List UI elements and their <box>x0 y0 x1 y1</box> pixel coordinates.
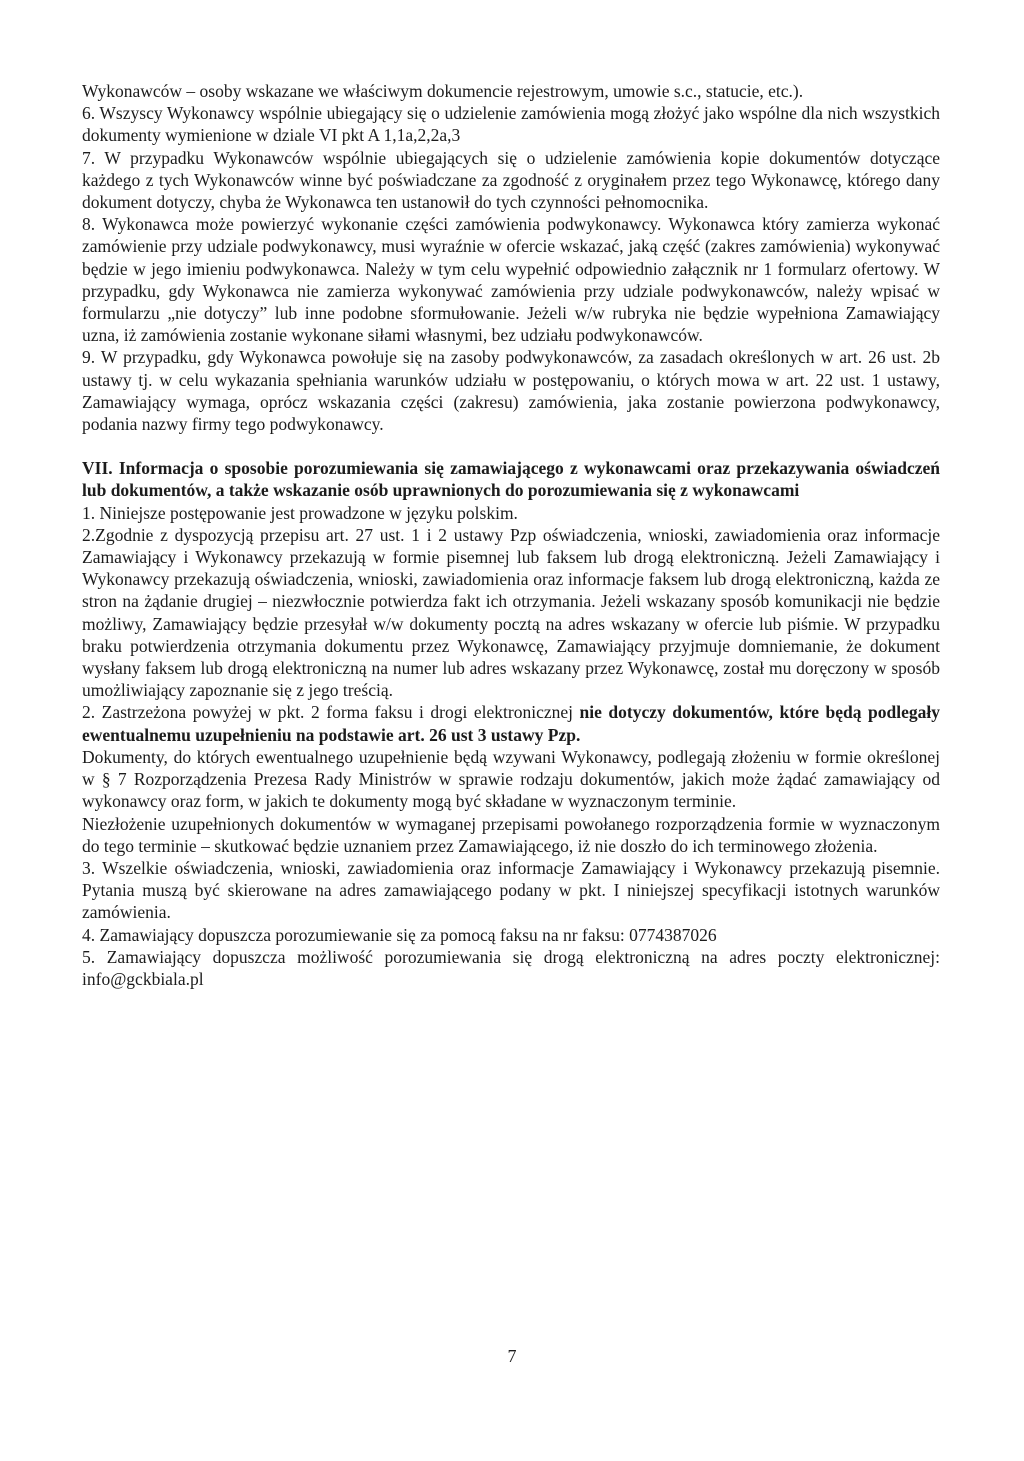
paragraph-8: 8. Wykonawca może powierzyć wykonanie części zamówienia podwykonawcy. Wykonawca który zamierza wykonać zamówienie przy udziale podwykonawcy, musi wyraźnie w ofercie wskazać, jaką część (zakres zamówienia) wykonywać będzie w jego imieniu podwykonawca. Należy w tym celu wypełnić odpowiednio załącznik nr 1 formularz ofertowy. W przypadku, gdy Wykonawca nie zamierza wykonywać zamówienia przy udziale podwykonawców, należy wpisać w formularzu „nie dotyczy” lub inne podobne sformułowanie. Jeżeli w/w rubryka nie będzie wypełniona Zamawiający uzna, iż zamówienia zostanie wykonane siłami własnymi, bez udziału podwykonawców. <box>82 214 940 346</box>
document-page <box>82 80 940 990</box>
paragraph-vii-2d: Niezłożenie uzupełnionych dokumentów w wymaganej przepisami powołanego rozporządzenia formie w wyznaczonym do tego terminie – skutkować będzie uznaniem przez Zamawiającego, iż nie doszło do ich terminowego złożenia. <box>82 813 940 856</box>
paragraph-vii-2b-bold: nie dotyczy dokumentów, które będą podlegały ewentualnemu uzupełnieniu na podstawie art. 26 ust 3 ustawy Pzp. <box>82 702 940 745</box>
paragraph-vii-1: 1. Niniejsze postępowanie jest prowadzone w języku polskim. <box>82 502 518 523</box>
paragraph-9: 9. W przypadku, gdy Wykonawca powołuje się na zasoby podwykonawców, za zasadach określonych w art. 26 ust. 2b ustawy tj. w celu wykazania spełniania warunków udziału w postępowaniu, o których mowa w art. 22 ust. 1 ustawy, Zamawiający wymaga, oprócz wskazania części (zakresu) zamówienia, jaka zostanie powierzona podwykonawcy, podania nazwy firmy tego podwykonawcy. <box>82 347 940 435</box>
paragraph-vii-3: 3. Wszelkie oświadczenia, wnioski, zawiadomienia oraz informacje Zamawiający i Wykonawcy przekazują pisemnie. Pytania muszą być skierowane na adres zamawiającego podany w pkt. I niniejszej specyfikacji istotnych warunków zamówienia. <box>82 857 940 923</box>
paragraph-vii-5: 5. Zamawiający dopuszcza możliwość porozumiewania się drogą elektroniczną na adres poczty elektronicznej: info@gckbiala.pl <box>82 946 940 989</box>
paragraph-7: 7. W przypadku Wykonawców wspólnie ubiegających się o udzielenie zamówienia kopie dokumentów dotyczące każdego z tych Wykonawców winne być poświadczane za zgodność z oryginałem przez tego Wykonawcę, którego dany dokument dotyczy, chyba że Wykonawca ten ustanowił do tych czynności pełnomocnika. <box>82 147 940 213</box>
paragraph-vii-2b-text: 2. Zastrzeżona powyżej w pkt. 2 forma faksu i drogi elektronicznej <box>82 702 580 723</box>
paragraph-vii-4: 4. Zamawiający dopuszcza porozumiewanie się za pomocą faksu na nr faksu: 0774387026 <box>82 924 717 945</box>
paragraph-intro: Wykonawców – osoby wskazane we właściwym dokumencie rejestrowym, umowie s.c., statucie, etc.). <box>82 81 804 101</box>
page-number: 7 <box>507 1346 517 1366</box>
paragraph-6: 6. Wszyscy Wykonawcy wspólnie ubiegający się o udzielenie zamówienia mogą złożyć jako wspólne dla nich wszystkich dokumenty wymienione w dziale VI pkt A 1,1a,2,2a,3 <box>82 103 940 146</box>
section-spacer <box>82 435 940 457</box>
paragraph-vii-2c: Dokumenty, do których ewentualnego uzupełnienie będą wzywani Wykonawcy, podlegają złożeniu w formie określonej w § 7 Rozporządzenia Prezesa Rady Ministrów w sprawie rodzaju dokumentów, jakich może żądać zamawiający od wykonawcy oraz form, w jakich te dokumenty mogą być składane w wyznaczonym terminie. <box>82 746 940 812</box>
paragraph-vii-2b <box>82 701 940 745</box>
section-heading-vii: VII. Informacja o sposobie porozumiewania się zamawiającego z wykonawcami oraz przekazywania oświadczeń lub dokumentów, a także wskazanie osób uprawnionych do porozumiewania się z wykonawcami <box>82 458 940 501</box>
paragraph-vii-2: 2.Zgodnie z dyspozycją przepisu art. 27 ust. 1 i 2 ustawy Pzp oświadczenia, wnioski, zawiadomienia oraz informacje Zamawiający i Wykonawcy przekazują w formie pisemnej lub faksem lub drogą elektroniczną. Jeżeli Zamawiający i Wykonawcy przekazują oświadczenia, wnioski, zawiadomienia oraz informacje faksem lub drogą elektroniczną, każda ze stron na żądanie drugiej – niezwłocznie potwierdza fakt ich otrzymania. Jeżeli wskazany sposób komunikacji nie będzie możliwy, Zamawiający będzie przesyłał w/w dokumenty pocztą na adres wskazany w ofercie lub piśmie. W przypadku braku potwierdzenia otrzymania dokumentu przez Wykonawcę, Zamawiający przyjmuje domniemanie, że dokument wysłany faksem lub drogą elektroniczną na numer lub adres wskazany przez Wykonawcę, został mu doręczony w sposób umożliwiający zapoznanie się z jego treścią. <box>82 524 940 701</box>
